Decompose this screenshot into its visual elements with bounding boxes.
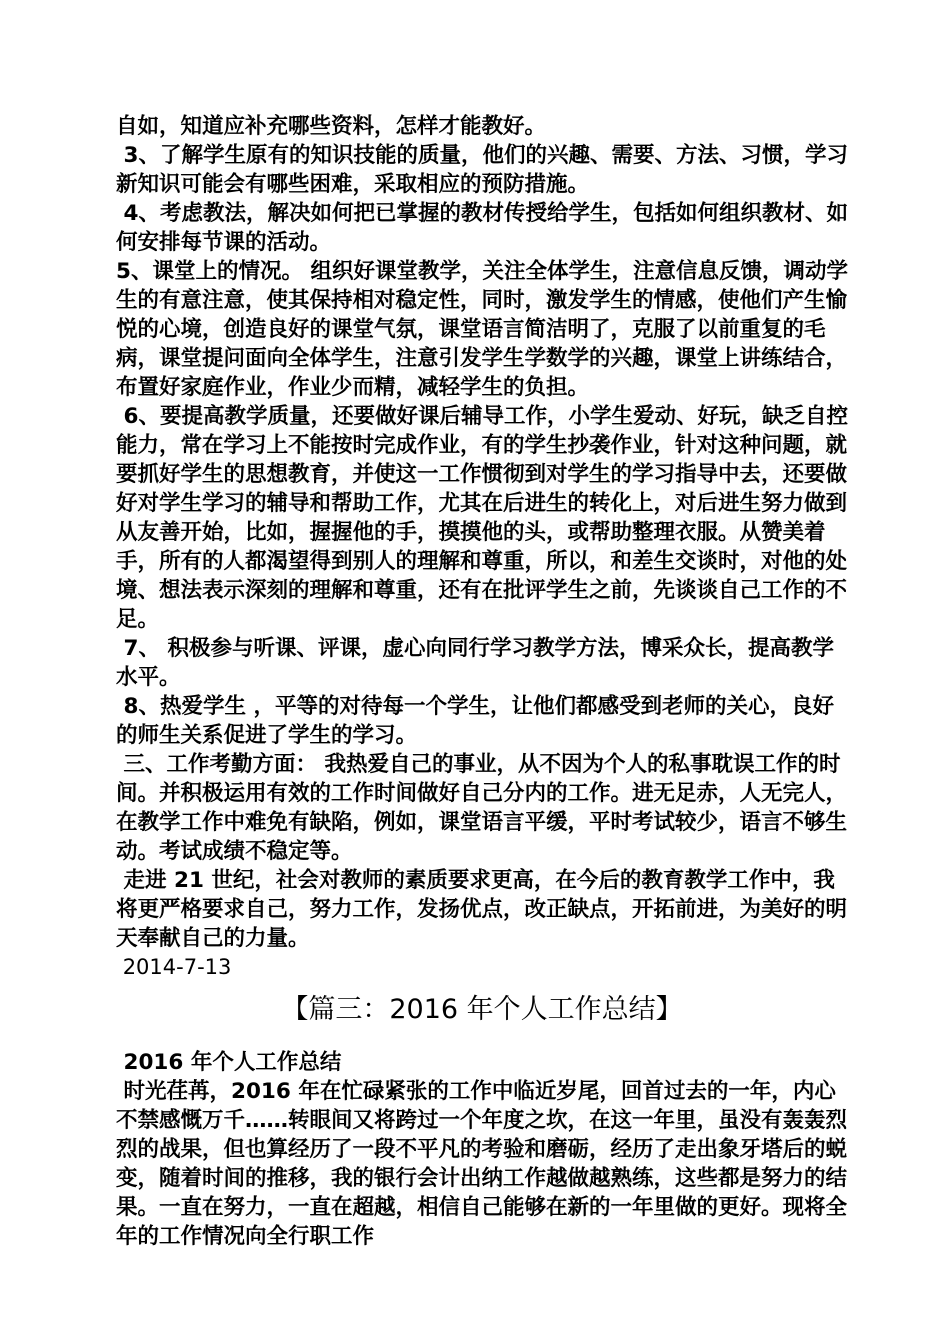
paragraph-point-8: 8、热爱学生 ，平等的对待每一个学生，让他们都感受到老师的关心，良好的师生关系促进了学生的学习。 bbox=[116, 694, 834, 748]
document-page bbox=[116, 112, 848, 1251]
paragraph-conclusion: 走进 21 世纪，社会对教师的素质要求更高，在今后的教育教学工作中，我将更严格要求自己，努力工作，发扬优点，改正缺点，开拓前进，为美好的明天奉献自己的力量。 bbox=[116, 868, 848, 951]
spacer bbox=[116, 1032, 848, 1048]
paragraph-point-4: 4、考虑教法，解决如何把已掌握的教材传授给学生，包括如何组织教材、如何安排每节课的活动。 bbox=[116, 201, 848, 255]
paragraph-intro-continued: 自如，知道应补充哪些资料，怎样才能教好。 bbox=[116, 114, 547, 139]
paragraph-2016-summary: 时光荏苒，2016 年在忙碌紧张的工作中临近岁尾，回首过去的一年，内心不禁感慨万千……转眼间又将跨过一个年度之坎，在这一年里，虽没有轰轰烈烈的战果，但也算经历了一段不平凡的考验和磨砺，经历了走出象牙塔后的蜕变，随着时间的推移，我的银行会计出纳工作越做越熟练，这些都是努力的结果。一直在努力，一直在超越，相信自己能够在新的一年里做的更好。现将全年的工作情况向全行职工作 bbox=[116, 1079, 848, 1249]
paragraph-point-6: 6、要提高教学质量，还要做好课后辅导工作，小学生爱动、好玩，缺乏自控能力，常在学习上不能按时完成作业，有的学生抄袭作业，针对这种问题，就要抓好学生的思想教育，并使这一工作惯彻到对学生的学习指导中去，还要做好对学生学习的辅导和帮助工作，尤其在后进生的转化上，对后进生努力做到从友善开始，比如，握握他的手，摸摸他的头，或帮助整理衣服。从赞美着手，所有的人都渴望得到别人的理解和尊重，所以，和差生交谈时，对他的处境、想法表示深刻的理解和尊重，还有在批评学生之前，先谈谈自己工作的不足。 bbox=[116, 404, 848, 632]
paragraph-point-3: 3、了解学生原有的知识技能的质量，他们的兴趣、需要、方法、习惯，学习新知识可能会有哪些困难，采取相应的预防措施。 bbox=[116, 143, 848, 197]
section-title: 【篇三：2016 年个人工作总结】 bbox=[281, 994, 683, 1025]
paragraph-attendance: 三、工作考勤方面： 我热爱自己的事业，从不因为个人的私事耽误工作的时间。并积极运用有效的工作时间做好自己分内的工作。进无足赤，人无完人，在教学工作中难免有缺陷，例如，课堂语言平缓，平时考试较少，语言不够生动。考试成绩不稳定等。 bbox=[116, 752, 848, 864]
document-date: 2014-7-13 bbox=[116, 955, 232, 979]
paragraph-point-7: 7、 积极参与听课、评课，虚心向同行学习教学方法，博采众长，提高教学水平。 bbox=[116, 636, 834, 690]
paragraph-point-5: 5、课堂上的情况。 组织好课堂教学，关注全体学生，注意信息反馈，调动学生的有意注意，使其保持相对稳定性，同时，激发学生的情感，使他们产生愉悦的心境，创造良好的课堂气氛，课堂语言简洁明了，克服了以前重复的毛病，课堂提问面向全体学生，注意引发学生学数学的兴趣，课堂上讲练结合，布置好家庭作业，作业少而精，减轻学生的负担。 bbox=[116, 259, 848, 400]
subtitle: 2016 年个人工作总结 bbox=[116, 1050, 342, 1075]
